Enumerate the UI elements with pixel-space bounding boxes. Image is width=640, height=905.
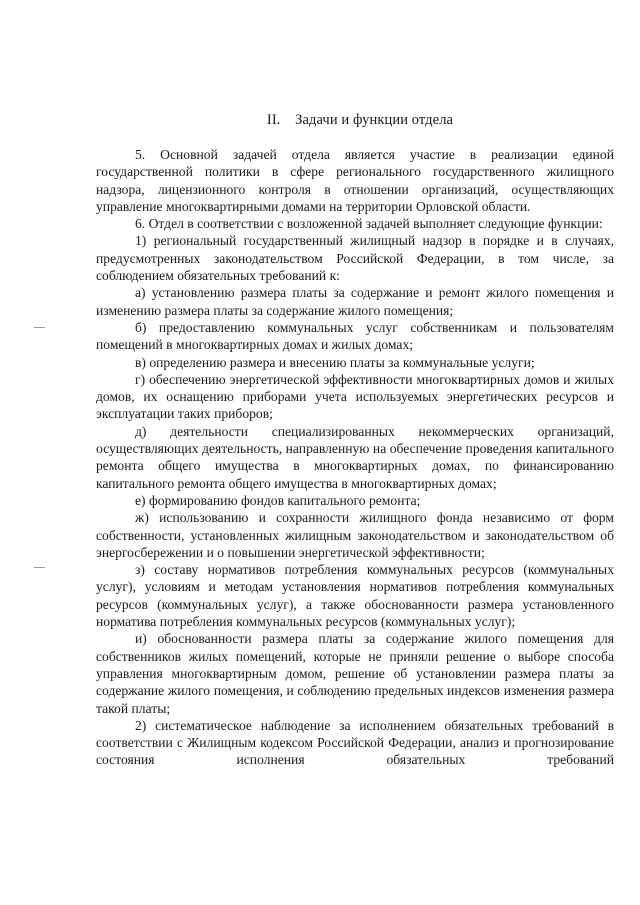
document-body: [96, 146, 614, 769]
paragraph-function-2: 2) систематическое наблюдение за исполнением обязательных требований в соответствии с Жилищным кодексом Российской Федерации, анализ и прогнозирование состояния исполнения обязательных требований: [96, 717, 614, 768]
paragraph-item-zh: ж) использованию и сохранности жилищного фонда независимо от форм собственности, установленных жилищным законодательством и законодательством об энергосбережении и о повышении энергетической эффективности;: [96, 510, 614, 560]
paragraph-item-b: б) предоставлению коммунальных услуг собственникам и пользователям помещений в многоквартирных домах и жилых домах;: [96, 319, 614, 353]
paragraph-functions-intro: 6. Отдел в соответствии с возложенной задачей выполняет следующие функции:: [135, 216, 603, 232]
paragraph-item-i: и) обоснованности размера платы за содержание жилого помещения для собственников жилых помещений, которые не приняли решение о выборе способа управления многоквартирным домом, решение об установлении размера платы за содержание жилого помещения, и соблюдению предельных индексов изменения размера такой платы;: [96, 631, 614, 716]
paragraph-item-e: е) формированию фондов капитального ремонта;: [135, 492, 421, 508]
paragraph-item-a: а) установлению размера платы за содержание и ремонт жилого помещения и изменению размера платы за содержание жилого помещения;: [96, 285, 614, 318]
scan-edge-mark: [34, 327, 45, 328]
paragraph-item-g: г) обеспечению энергетической эффективности многоквартирных домов и жилых домов, их оснащению приборами учета используемых энергетических ресурсов и эксплуатации таких приборов;: [96, 371, 614, 422]
paragraph-item-d: д) деятельности специализированных некоммерческих организаций, осуществляющих деятельность, направленную на обеспечение проведения капитального ремонта общего имущества в многоквартирных домах, по финансированию капитального ремонта общего имущества в многоквартирных домах;: [96, 423, 614, 491]
section-title: II. Задачи и функции отдела: [266, 112, 454, 128]
paragraph-item-v: в) определению размера и внесению платы за коммунальные услуги;: [135, 354, 535, 370]
paragraph-main-task: 5. Основной задачей отдела является участие в реализации единой государственной политики в сфере регионального государственного жилищного надзора, лицензионного контроля в отношении организаций, осуществляющих управление многоквартирными домами на территории Орловской области.: [96, 147, 614, 214]
paragraph-item-z: з) составу нормативов потребления коммунальных ресурсов (коммунальных услуг), условиям и методам установления нормативов потребления коммунальных ресурсов (коммунальных услуг), а также обоснованности размера установленного норматива потребления коммунальных ресурсов (коммунальных услуг);: [96, 562, 614, 630]
paragraph-function-1: 1) региональный государственный жилищный надзор в порядке и в случаях, предусмотренных законодательством Российской Федерации, в том числе, за соблюдением обязательных требований к:: [96, 233, 614, 284]
scan-edge-mark: [34, 567, 45, 568]
